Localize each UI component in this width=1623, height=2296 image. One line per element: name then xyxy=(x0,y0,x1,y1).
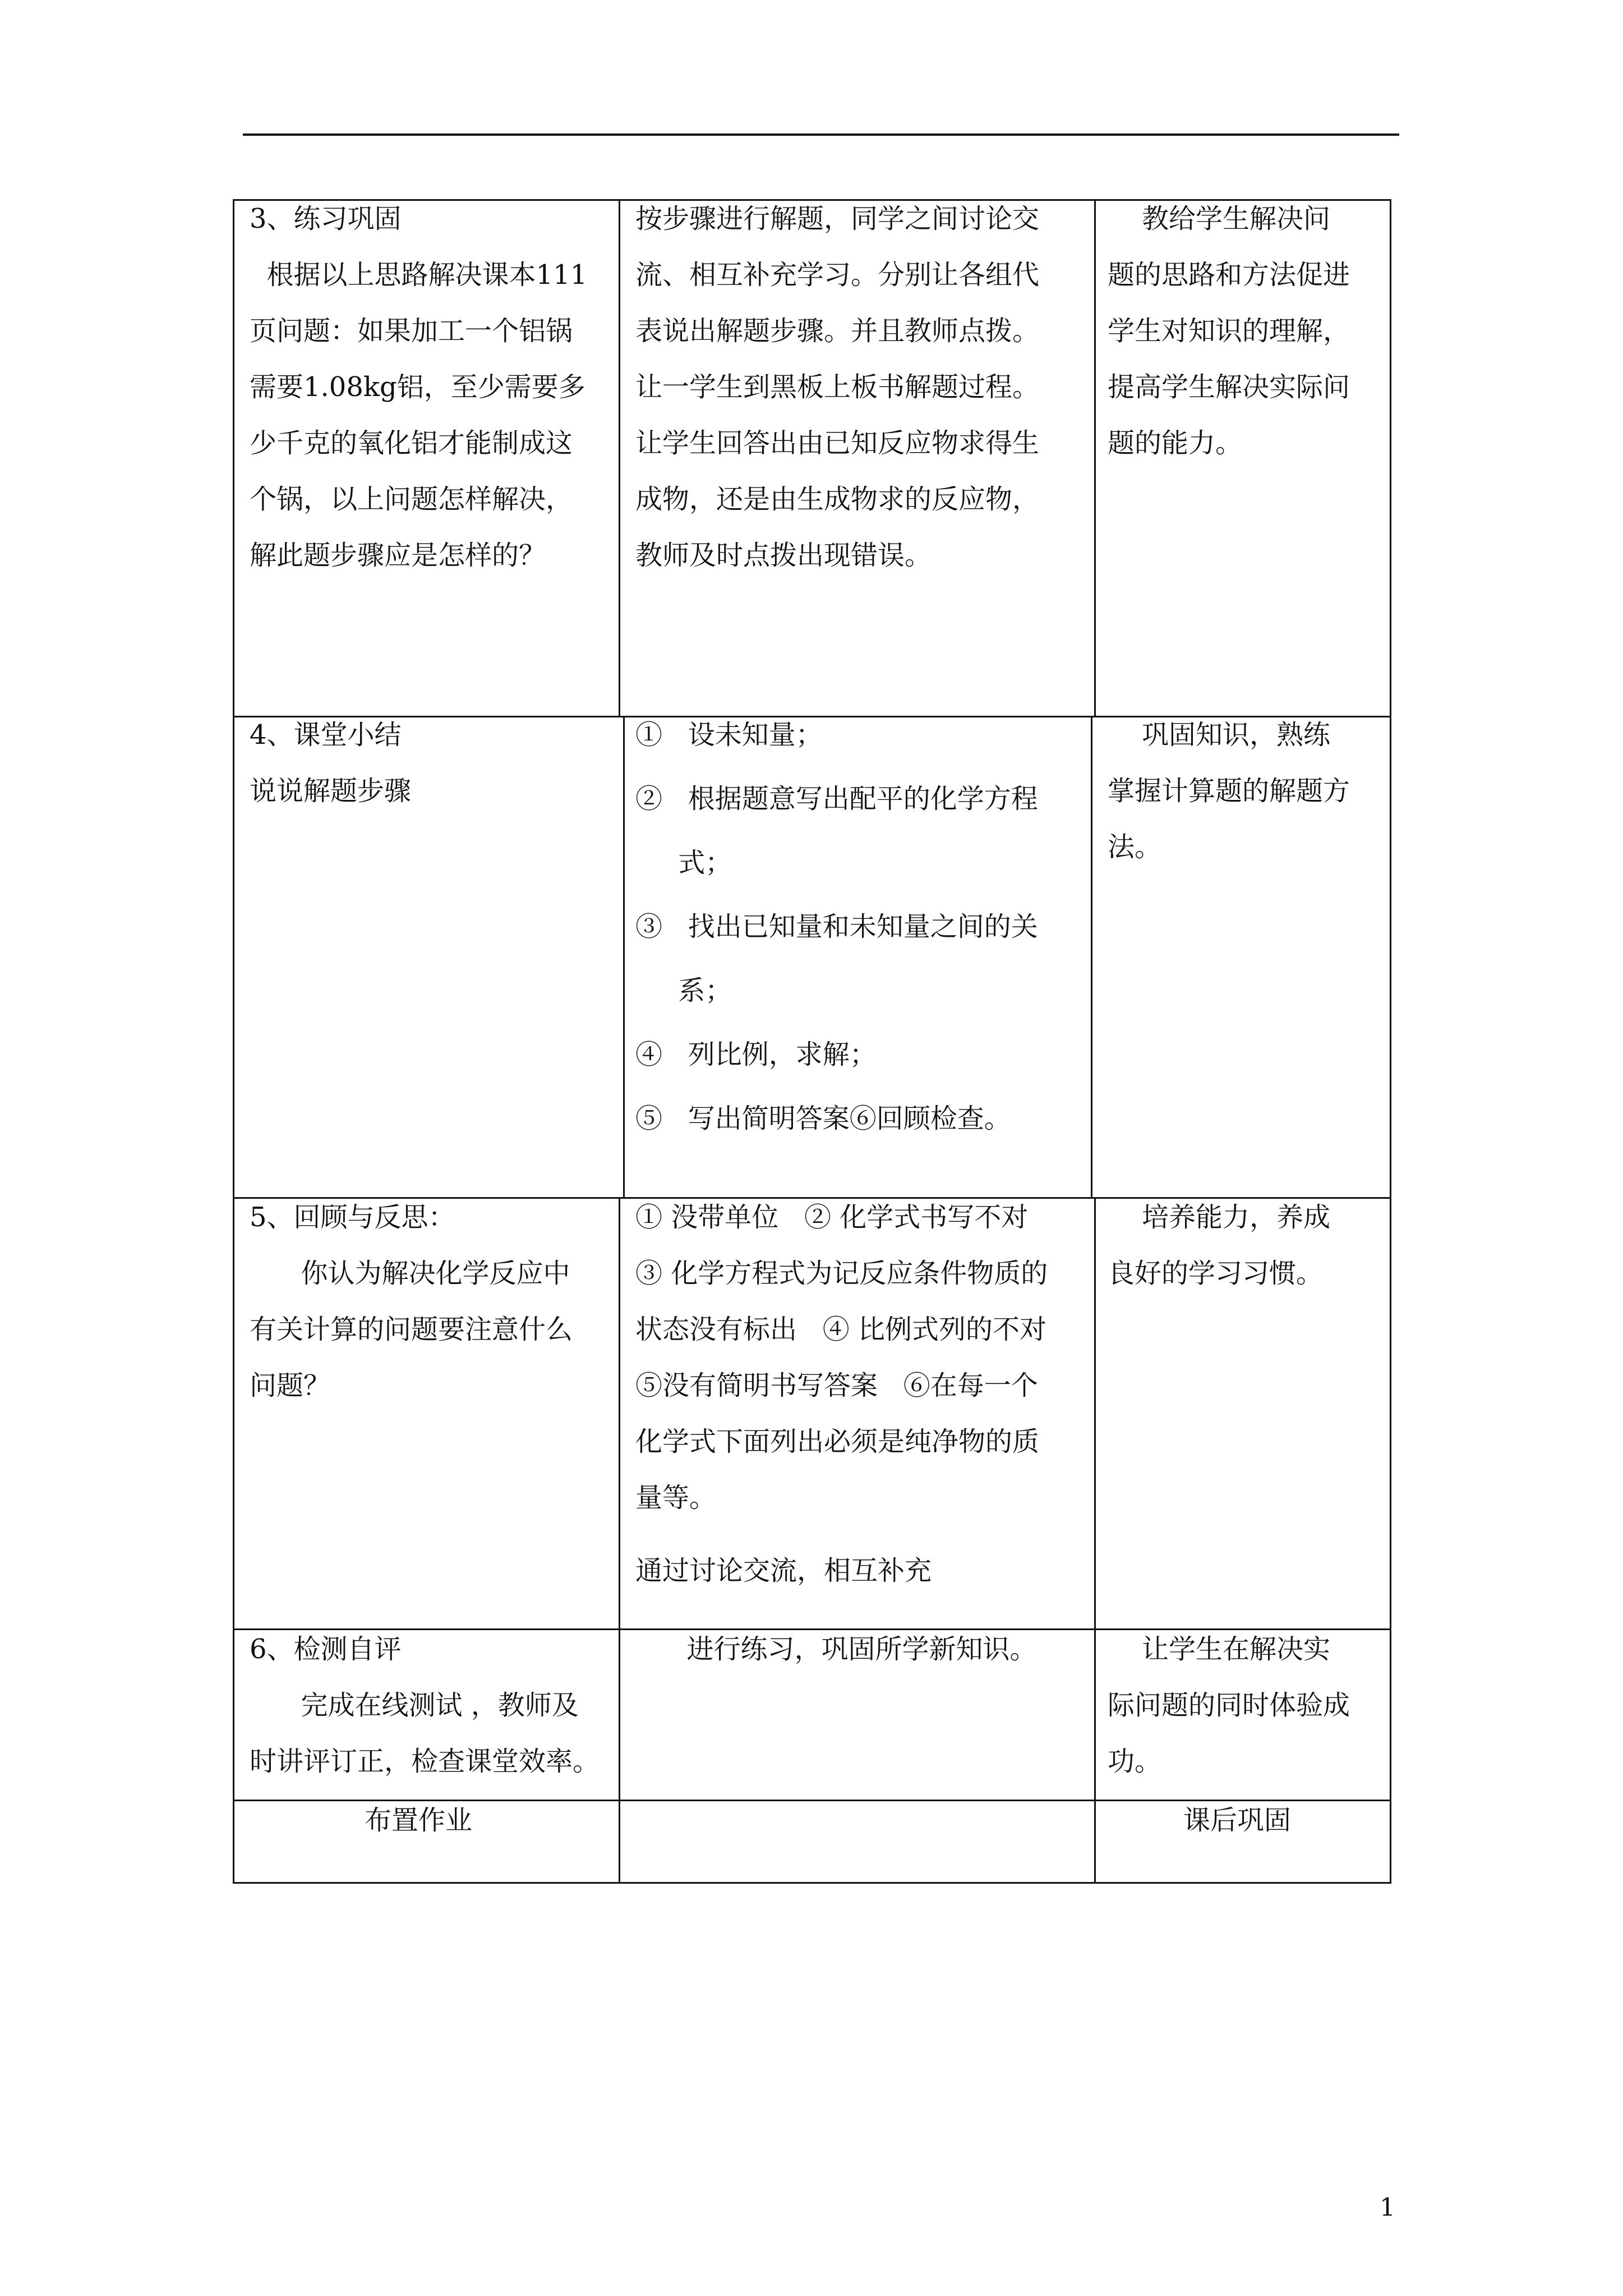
table-column-border xyxy=(619,1800,620,1884)
table-row-border xyxy=(233,1882,1390,1884)
row4-col3-line: 功。 xyxy=(1108,1746,1162,1777)
table-column-border xyxy=(1390,716,1391,1199)
row4-col1-line: 完成在线测试 ，教师及 xyxy=(250,1690,579,1721)
row3-col1-line: 问题？ xyxy=(250,1370,331,1401)
table-column-border xyxy=(233,199,234,717)
table-column-border xyxy=(233,1197,234,1630)
row3-col1-line: 有关计算的问题要注意什么 xyxy=(250,1314,573,1345)
table-column-border xyxy=(619,199,620,717)
row4-col1-line: 时讲评订正，检查课堂效率。 xyxy=(250,1746,600,1777)
row1-col3-line: 题的能力。 xyxy=(1108,427,1243,459)
row2-col1-line: 4、课堂小结 xyxy=(250,719,402,751)
row2-col1-line: 说说解题步骤 xyxy=(250,775,412,807)
row3-col3-line: 培养能力，养成 xyxy=(1108,1202,1331,1233)
row1-col3-line: 学生对知识的理解， xyxy=(1108,315,1350,347)
row2-col2-line: 式； xyxy=(635,847,732,878)
row2-col3-line: 掌握计算题的解题方 xyxy=(1108,775,1350,807)
row2-col2-line: ② 根据题意写出配平的化学方程 xyxy=(635,783,1038,815)
row4-col1-line: 6、检测自评 xyxy=(250,1634,402,1665)
table-column-border xyxy=(1390,199,1391,717)
row2-col2-line: ⑤ 写出简明答案⑥回顾检查。 xyxy=(635,1103,1011,1134)
row4-col2-line: 进行练习，巩固所学新知识。 xyxy=(635,1634,1037,1665)
row3-col1-line: 5、回顾与反思： xyxy=(250,1202,455,1233)
table-column-border xyxy=(623,716,625,1199)
row5-col3-line: 课后巩固 xyxy=(1183,1805,1292,1836)
row1-col1-line: 3、练习巩固 xyxy=(250,203,402,234)
row2-col3-line: 法。 xyxy=(1108,831,1162,863)
table-column-border xyxy=(619,1628,620,1801)
row3-col2-line: 状态没有标出 ④ 比例式列的不对 xyxy=(635,1314,1047,1345)
row2-col2-line: ① 设未知量； xyxy=(635,719,823,751)
row2-col2-line: 系； xyxy=(635,975,732,1006)
row1-col2-line: 让一学生到黑板上板书解题过程。 xyxy=(635,371,1040,403)
table-column-border xyxy=(1094,1800,1096,1884)
table-column-border xyxy=(619,1197,620,1630)
table-column-border xyxy=(1390,1800,1391,1884)
table-column-border xyxy=(233,1800,234,1884)
row3-col2-line: 通过讨论交流，相互补充 xyxy=(635,1555,932,1586)
row1-col1-line: 页问题：如果加工一个铝锅 xyxy=(250,315,573,347)
table-column-border xyxy=(1094,199,1096,717)
table-column-border xyxy=(1094,1197,1096,1630)
row1-col1-line: 解此题步骤应是怎样的？ xyxy=(250,540,546,571)
row3-col2-line: 量等。 xyxy=(635,1482,717,1513)
row4-col3-line: 让学生在解决实 xyxy=(1108,1634,1331,1665)
row2-col2-line: ④ 列比例，求解； xyxy=(635,1039,877,1070)
table-column-border xyxy=(1390,1628,1391,1801)
row5-col1-line: 布置作业 xyxy=(365,1805,473,1836)
row1-col3-line: 提高学生解决实际问 xyxy=(1108,371,1350,403)
row1-col3-line: 教给学生解决问 xyxy=(1108,203,1331,234)
row3-col2-line: ⑤没有简明书写答案 ⑥在每一个 xyxy=(635,1370,1038,1401)
row2-col3-line: 巩固知识，熟练 xyxy=(1108,719,1331,751)
table-column-border xyxy=(233,716,234,1199)
table-column-border xyxy=(1091,716,1092,1199)
row1-col2-line: 教师及时点拨出现错误。 xyxy=(635,540,932,571)
row1-col1-line: 根据以上思路解决课本111 xyxy=(250,259,588,291)
row1-col2-line: 表说出解题步骤。并且教师点拨。 xyxy=(635,315,1040,347)
row1-col2-line: 按步骤进行解题，同学之间讨论交 xyxy=(635,203,1040,234)
row1-col2-line: 成物，还是由生成物求的反应物， xyxy=(635,484,1040,515)
table-column-border xyxy=(1094,1628,1096,1801)
row3-col2-line: 化学式下面列出必须是纯净物的质 xyxy=(635,1426,1040,1457)
table-column-border xyxy=(233,1628,234,1801)
row1-col2-line: 让学生回答出由已知反应物求得生 xyxy=(635,427,1040,459)
row1-col2-line: 流、相互补充学习。分别让各组代 xyxy=(635,259,1040,291)
row3-col2-line: ③ 化学方程式为记反应条件物质的 xyxy=(635,1258,1048,1289)
row4-col3-line: 际问题的同时体验成 xyxy=(1108,1690,1350,1721)
row1-col1-line: 少千克的氧化铝才能制成这 xyxy=(250,427,573,459)
row3-col2-line: ① 没带单位 ② 化学式书写不对 xyxy=(635,1202,1029,1233)
row1-col1-line: 需要1.08kg铝，至少需要多 xyxy=(250,371,585,403)
row3-col1-line: 你认为解决化学反应中 xyxy=(250,1258,570,1289)
row2-col2-line: ③ 找出已知量和未知量之间的关 xyxy=(635,911,1038,942)
page-number: 1 xyxy=(1380,2193,1395,2222)
table-column-border xyxy=(1390,1197,1391,1630)
row1-col3-line: 题的思路和方法促进 xyxy=(1108,259,1350,291)
row3-col3-line: 良好的学习习惯。 xyxy=(1108,1258,1324,1289)
header-rule xyxy=(243,134,1399,136)
row1-col1-line: 个锅，以上问题怎样解决， xyxy=(250,484,573,515)
